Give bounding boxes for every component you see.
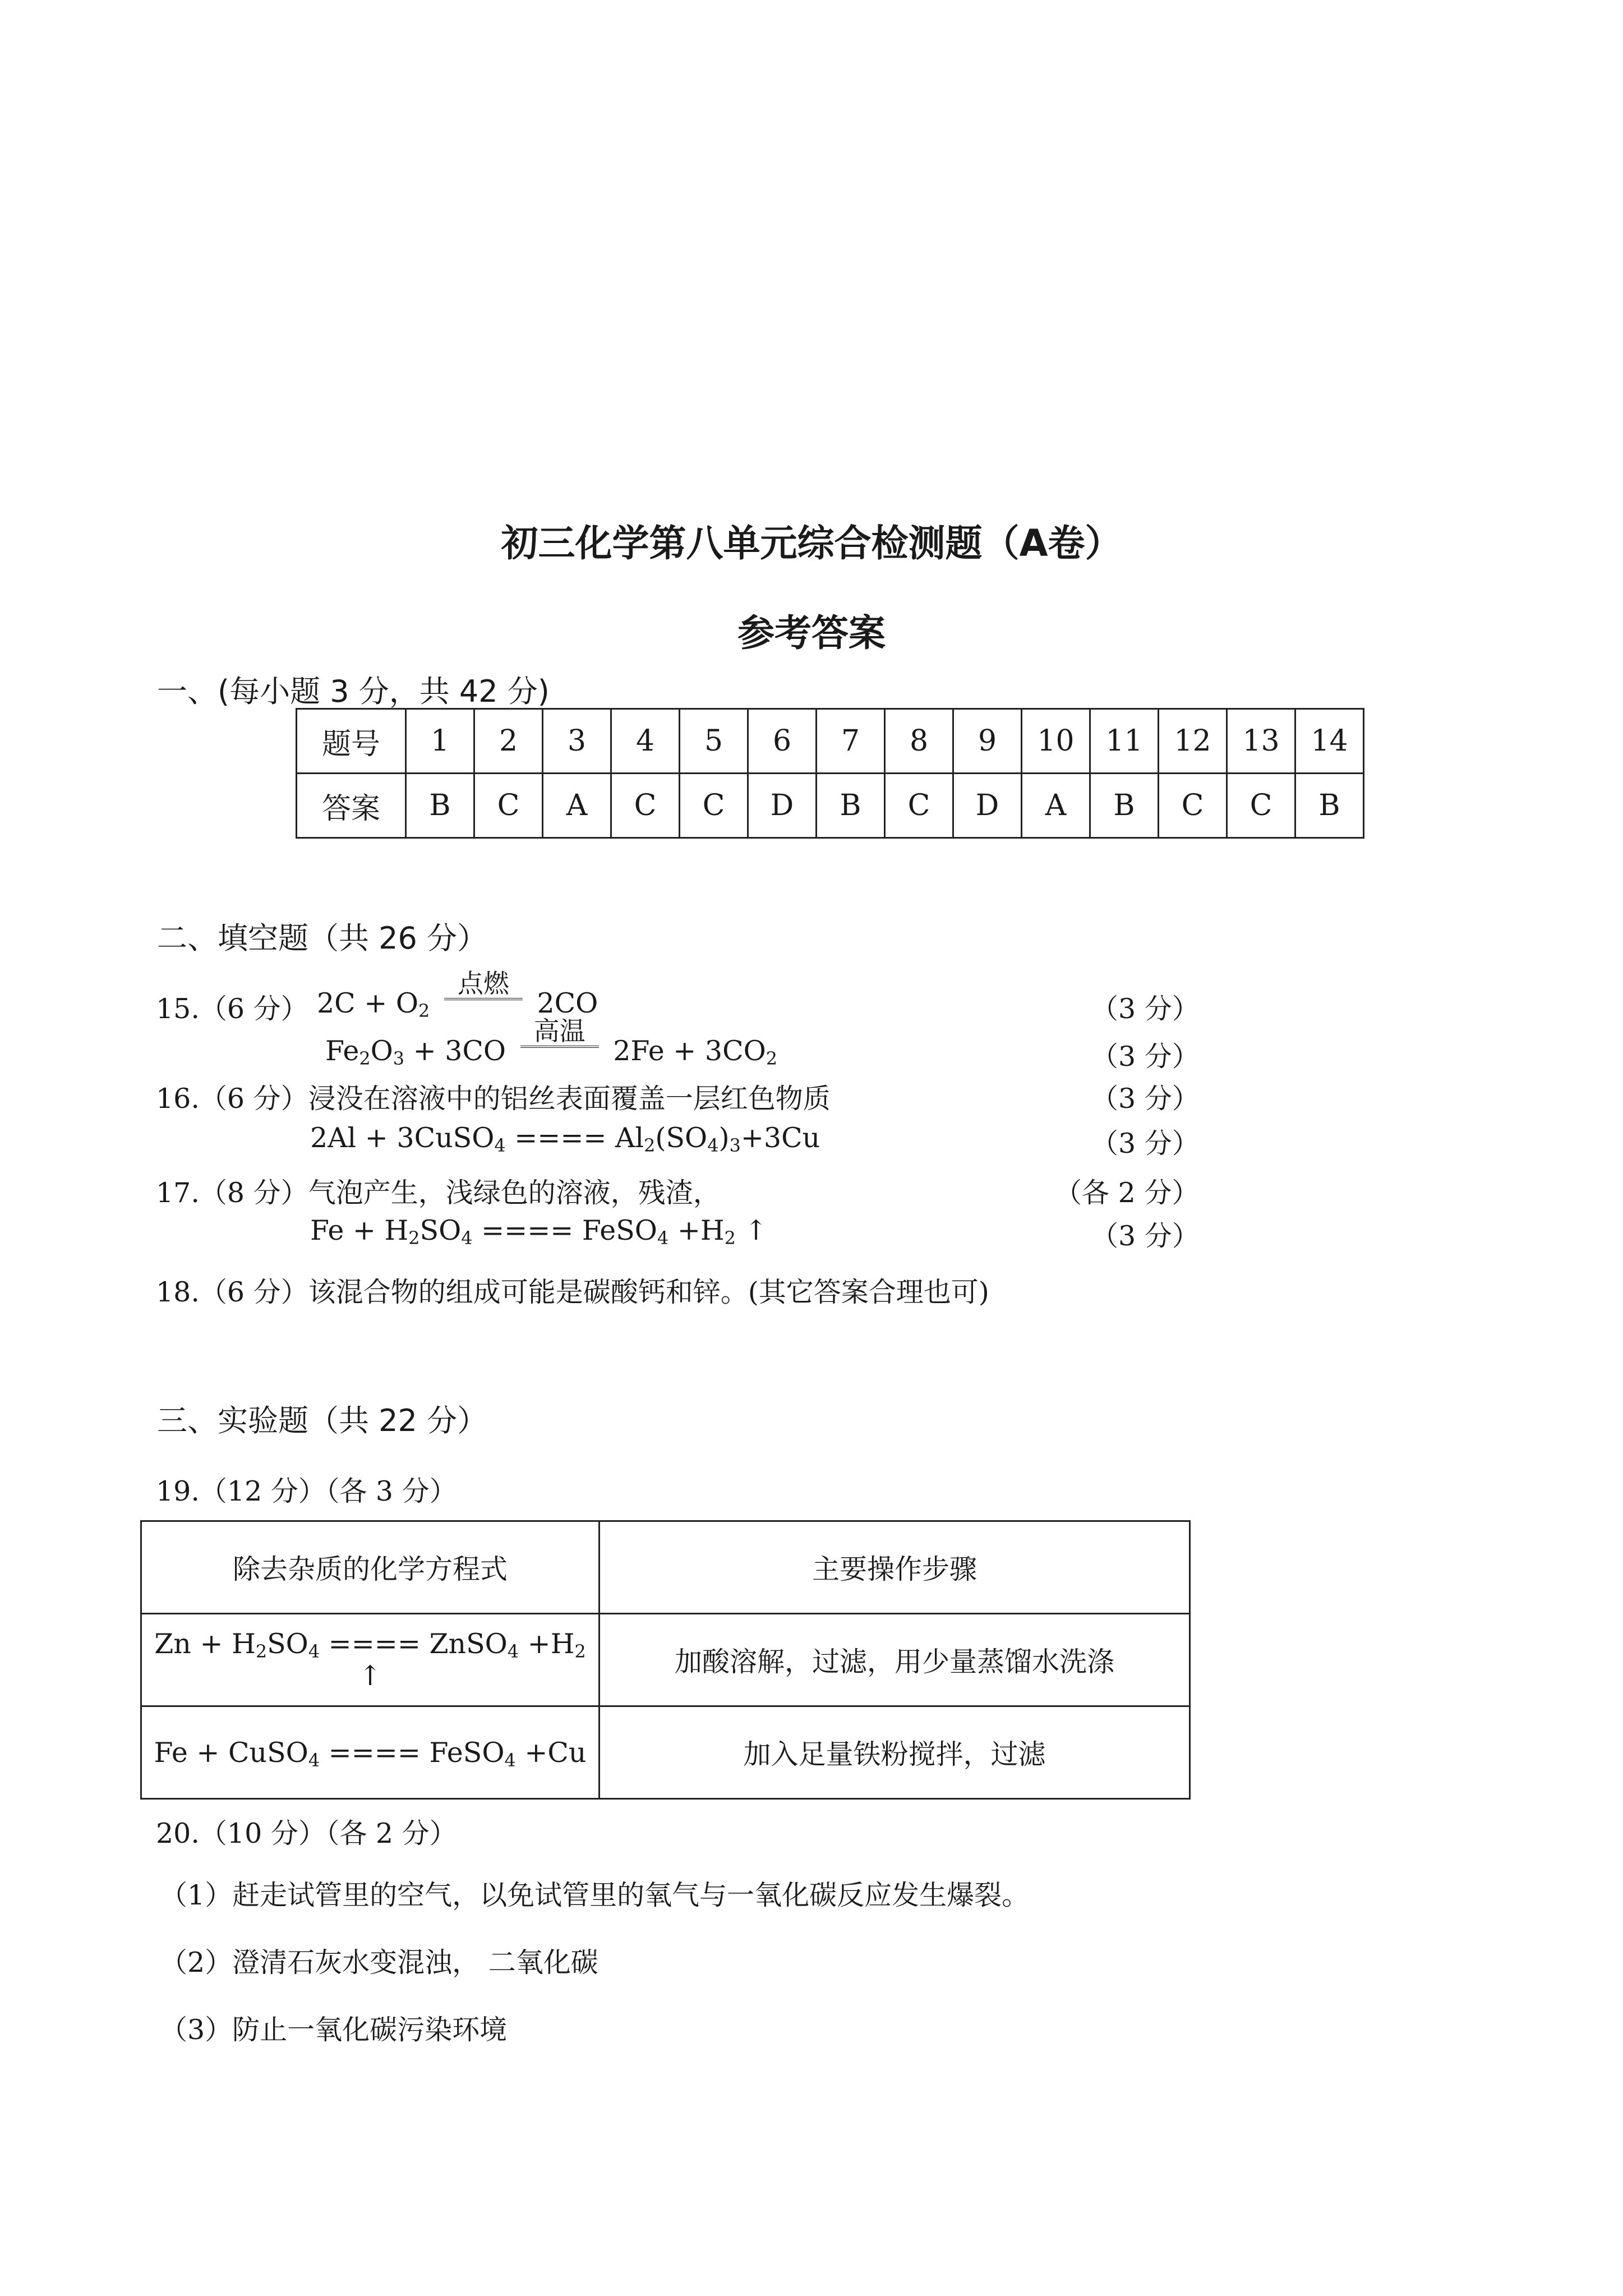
q15-equation-2: $Fe_2O_3 + 3CO$ 高温 $2Fe + 3CO_2$ (325, 1016, 778, 1069)
q16-text: 浸没在溶液中的铝丝表面覆盖一层红色物质 (308, 1083, 831, 1115)
q16-points-2: （3 分） (1091, 1128, 1200, 1159)
q15-equation-1: $2C + O_2$ 点燃 2CO (317, 968, 598, 1022)
answer-cell: C (680, 774, 748, 838)
question-number-cell: 8 (885, 709, 953, 774)
q17-line (156, 1171, 721, 1211)
question-number-cell: 1 (406, 709, 474, 774)
question-number-cell: 7 (817, 709, 885, 774)
q15-eq2-points: （3 分） (1091, 1041, 1200, 1073)
q20-answer-1: （1）赶走试管里的空气，以免试管里的氧气与一氧化碳反应发生爆裂。 (160, 1879, 1030, 1911)
condition-ignite: 点燃 (444, 987, 523, 1019)
answer-table (296, 708, 1364, 839)
q18-line (156, 1271, 989, 1310)
q17-text: 气泡产生，浅绿色的溶液，残渣， (308, 1177, 721, 1209)
q16-points-1: （3 分） (1091, 1083, 1200, 1115)
answer-cell: D (748, 774, 817, 838)
table-header-steps: 主要操作步骤 (600, 1521, 1190, 1614)
section1-heading: 一、(每小题 3 分，共 42 分) (157, 674, 550, 709)
answer-cell: B (1295, 774, 1364, 838)
table-cell-equation: $Zn + H_2SO_4$ ==== ZnSO$_4$ $+H_2$ ↑ (141, 1614, 600, 1706)
answer-cell: B (1090, 774, 1159, 838)
question-number-cell: 11 (1090, 709, 1159, 774)
answer-cell: B (817, 774, 885, 838)
answer-cell: A (1022, 774, 1090, 838)
q15-label: 15.（6 分） (156, 993, 308, 1025)
q18-label: 18.（6 分） (156, 1276, 308, 1308)
page-subtitle: 参考答案 (737, 611, 886, 655)
q16-line (156, 1077, 831, 1116)
question-number-cell: 13 (1227, 709, 1295, 774)
question-number-cell: 6 (748, 709, 817, 774)
answer-table-number-row (297, 709, 1364, 774)
impurity-removal-table (140, 1520, 1191, 1800)
answer-row-header: 答案 (297, 774, 406, 838)
section3-heading: 三、实验题（共 22 分） (157, 1403, 488, 1438)
question-number-cell: 10 (1022, 709, 1090, 774)
q16-equation: 2Al + 3CuSO$_4$ ==== $Al_2(SO_4)_3+3Cu$ (310, 1122, 820, 1156)
q20-label: 20.（10 分）（各 2 分） (156, 1818, 457, 1849)
table-cell-steps: 加入足量铁粉搅拌，过滤 (600, 1706, 1190, 1799)
table-cell-equation: Fe + CuSO$_4$ ==== FeSO$_4$ +Cu (141, 1706, 600, 1799)
question-number-cell: 12 (1159, 709, 1227, 774)
answer-cell: B (406, 774, 474, 838)
q15-eq1-points: （3 分） (1091, 993, 1200, 1025)
table-header-equation: 除去杂质的化学方程式 (141, 1521, 600, 1614)
condition-high-temp: 高温 (520, 1035, 599, 1067)
answer-cell: C (1227, 774, 1295, 838)
q17-points-1: （各 2 分） (1054, 1177, 1200, 1209)
answer-cell: C (885, 774, 953, 838)
answer-table-answer-row (297, 774, 1364, 838)
q20-answer-3: （3）防止一氧化碳污染环境 (160, 2014, 508, 2046)
table-row (141, 1706, 1190, 1799)
answer-cell: C (1159, 774, 1227, 838)
question-number-cell: 4 (611, 709, 680, 774)
section2-heading: 二、填空题（共 26 分） (157, 921, 488, 956)
q20-answer-2: （2）澄清石灰水变混浊， 二氧化碳 (160, 1947, 598, 1978)
answer-cell: D (953, 774, 1022, 838)
q17-points-2: （3 分） (1091, 1220, 1200, 1252)
q17-label: 17.（8 分） (156, 1177, 308, 1209)
table-header-row (141, 1521, 1190, 1614)
q17-equation: $Fe + H_2SO_4$ ==== FeSO$_4$ $+H_2$ ↑ (310, 1214, 768, 1249)
q18-text: 该混合物的组成可能是碳酸钙和锌。(其它答案合理也可) (308, 1276, 989, 1308)
question-number-cell: 2 (474, 709, 543, 774)
page-title: 初三化学第八单元综合检测题（A卷） (501, 522, 1122, 565)
question-number-cell: 14 (1295, 709, 1364, 774)
table-cell-steps: 加酸溶解，过滤，用少量蒸馏水洗涤 (600, 1614, 1190, 1706)
answer-cell: C (611, 774, 680, 838)
table-row (141, 1614, 1190, 1706)
answer-cell: C (474, 774, 543, 838)
question-number-cell: 3 (543, 709, 611, 774)
question-number-cell: 5 (680, 709, 748, 774)
answer-cell: A (543, 774, 611, 838)
q19-label: 19.（12 分）（各 3 分） (156, 1475, 457, 1507)
question-number-cell: 9 (953, 709, 1022, 774)
number-row-header: 题号 (297, 709, 406, 774)
q16-label: 16.（6 分） (156, 1083, 308, 1115)
